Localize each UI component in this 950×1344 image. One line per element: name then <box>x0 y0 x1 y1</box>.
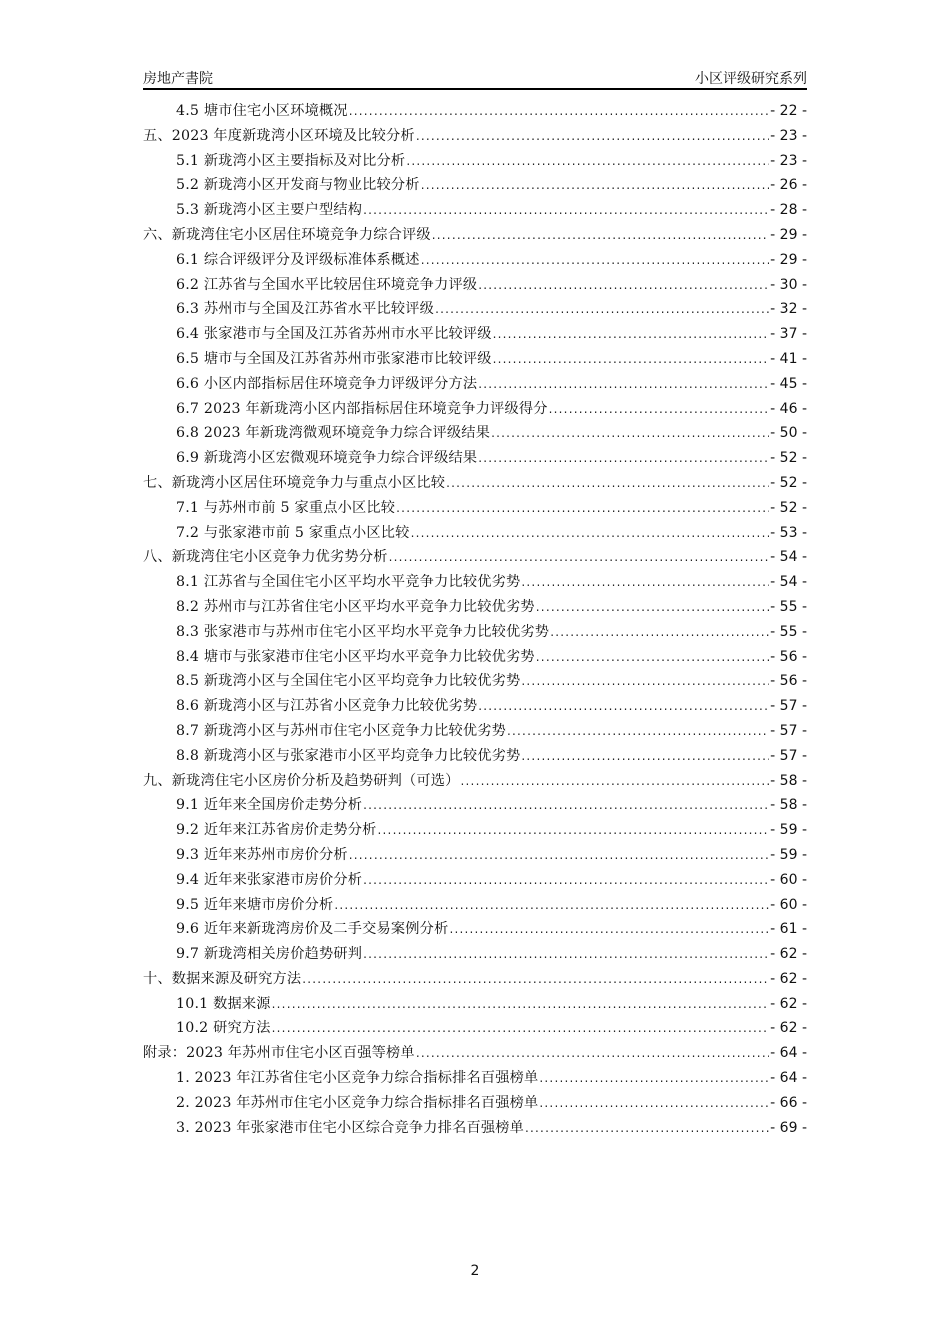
toc-entry-page-number: - 23 - <box>770 127 807 144</box>
toc-entry-page-number: - 69 - <box>770 1119 807 1136</box>
dot-leader <box>363 793 769 818</box>
toc-entry-title: 6.1 综合评级评分及评级标准体系概述 <box>176 251 420 268</box>
dot-leader <box>491 421 769 446</box>
dot-leader <box>478 372 769 397</box>
toc-entry-title: 六、新珑湾住宅小区居住环境竞争力综合评级 <box>143 226 431 243</box>
header-publisher: 房地产書院 <box>143 71 213 87</box>
toc-entry-title: 6.5 塘市与全国及江苏省苏州市张家港市比较评级 <box>176 350 492 367</box>
toc-entry-title: 8.7 新珑湾小区与苏州市住宅小区竞争力比较优劣势 <box>176 722 507 739</box>
toc-section-entry[interactable] <box>143 843 807 868</box>
toc-section-entry[interactable] <box>143 173 807 198</box>
toc-section-entry[interactable] <box>143 744 807 769</box>
dot-leader <box>525 1116 769 1141</box>
dot-leader <box>536 595 769 620</box>
dot-leader <box>363 198 769 223</box>
toc-entry-title: 1. 2023 年江苏省住宅小区竞争力综合指标排名百强榜单 <box>176 1070 539 1087</box>
toc-section-entry[interactable] <box>143 942 807 967</box>
dot-leader <box>446 471 769 496</box>
dot-leader <box>536 645 769 670</box>
toc-entry-page-number: - 32 - <box>770 301 807 318</box>
toc-entry-page-number: - 45 - <box>770 375 807 392</box>
toc-entry-page-number: - 62 - <box>770 970 807 987</box>
toc-entry-title: 九、新珑湾住宅小区房价分析及趋势研判（可选） <box>143 772 460 789</box>
dot-leader <box>449 917 769 942</box>
toc-entry-title: 十、数据来源及研究方法 <box>143 970 302 987</box>
toc-entry-page-number: - 26 - <box>770 177 807 194</box>
toc-entry-title: 7.2 与张家港市前 5 家重点小区比较 <box>176 524 410 541</box>
dot-leader <box>378 818 770 843</box>
toc-entry-page-number: - 57 - <box>770 722 807 739</box>
toc-entry-page-number: - 61 - <box>770 921 807 938</box>
toc-section-entry[interactable] <box>143 669 807 694</box>
toc-entry-page-number: - 62 - <box>770 1020 807 1037</box>
toc-section-entry[interactable] <box>143 297 807 322</box>
toc-section-entry[interactable] <box>143 1066 807 1091</box>
dot-leader <box>302 967 769 992</box>
dot-leader <box>411 521 770 546</box>
toc-section-entry[interactable] <box>143 372 807 397</box>
toc-entry-title: 七、新珑湾小区居住环境竞争力与重点小区比较 <box>143 474 446 491</box>
dot-leader <box>334 893 769 918</box>
toc-entry-title: 9.1 近年来全国房价走势分析 <box>176 797 363 814</box>
toc-entry-title: 8.3 张家港市与苏州市住宅小区平均水平竞争力比较优劣势 <box>176 623 550 640</box>
toc-entry-page-number: - 62 - <box>770 946 807 963</box>
toc-entry-title: 附录：2023 年苏州市住宅小区百强等榜单 <box>143 1045 415 1062</box>
page-header <box>143 68 807 90</box>
toc-section-entry[interactable] <box>143 248 807 273</box>
toc-section-entry[interactable] <box>143 645 807 670</box>
toc-entry-title: 8.1 江苏省与全国住宅小区平均水平竞争力比较优劣势 <box>176 574 521 591</box>
toc-entry-page-number: - 55 - <box>770 598 807 615</box>
toc-entry-title: 10.2 研究方法 <box>176 1020 271 1037</box>
toc-section-entry[interactable] <box>143 198 807 223</box>
toc-entry-page-number: - 52 - <box>770 474 807 491</box>
dot-leader <box>539 1066 769 1091</box>
toc-section-entry[interactable] <box>143 620 807 645</box>
dot-leader <box>549 397 770 422</box>
toc-entry-page-number: - 59 - <box>770 822 807 839</box>
toc-entry-title: 6.4 张家港市与全国及江苏省苏州市水平比较评级 <box>176 326 492 343</box>
toc-entry-page-number: - 60 - <box>770 871 807 888</box>
toc-entry-title: 9.3 近年来苏州市房价分析 <box>176 846 348 863</box>
dot-leader <box>349 843 769 868</box>
toc-entry-page-number: - 57 - <box>770 698 807 715</box>
toc-section-entry[interactable] <box>143 496 807 521</box>
header-series-title: 小区评级研究系列 <box>695 71 807 87</box>
toc-chapter-entry[interactable] <box>143 223 807 248</box>
toc-section-entry[interactable] <box>143 99 807 124</box>
toc-chapter-entry[interactable] <box>143 124 807 149</box>
toc-entry-page-number: - 28 - <box>770 202 807 219</box>
dot-leader <box>272 992 770 1017</box>
toc-entry-page-number: - 53 - <box>770 524 807 541</box>
toc-entry-title: 9.2 近年来江苏省房价走势分析 <box>176 822 377 839</box>
toc-section-entry[interactable] <box>143 793 807 818</box>
toc-entry-title: 8.4 塘市与张家港市住宅小区平均水平竞争力比较优劣势 <box>176 648 535 665</box>
dot-leader <box>363 942 769 967</box>
toc-section-entry[interactable] <box>143 992 807 1017</box>
toc-section-entry[interactable] <box>143 570 807 595</box>
dot-leader <box>493 347 770 372</box>
toc-section-entry[interactable] <box>143 694 807 719</box>
toc-section-entry[interactable] <box>143 273 807 298</box>
toc-entry-title: 9.4 近年来张家港市房价分析 <box>176 871 363 888</box>
dot-leader <box>389 545 770 570</box>
toc-entry-title: 八、新珑湾住宅小区竞争力优劣势分析 <box>143 549 388 566</box>
toc-section-entry[interactable] <box>143 1116 807 1141</box>
toc-entry-title: 3. 2023 年张家港市住宅小区综合竞争力排名百强榜单 <box>176 1119 525 1136</box>
toc-section-entry[interactable] <box>143 347 807 372</box>
dot-leader <box>421 248 769 273</box>
dot-leader <box>435 297 769 322</box>
toc-entry-title: 7.1 与苏州市前 5 家重点小区比较 <box>176 499 396 516</box>
toc-entry-page-number: - 30 - <box>770 276 807 293</box>
toc-entry-page-number: - 41 - <box>770 350 807 367</box>
toc-entry-page-number: - 52 - <box>770 450 807 467</box>
toc-section-entry[interactable] <box>143 446 807 471</box>
toc-section-entry[interactable] <box>143 149 807 174</box>
toc-entry-title: 4.5 塘市住宅小区环境概况 <box>176 103 348 119</box>
toc-section-entry[interactable] <box>143 1016 807 1041</box>
dot-leader <box>493 322 770 347</box>
dot-leader <box>478 446 769 471</box>
toc-entry-title: 8.6 新珑湾小区与江苏省小区竞争力比较优劣势 <box>176 698 478 715</box>
toc-entry-title: 5.3 新珑湾小区主要户型结构 <box>176 202 363 219</box>
toc-entry-page-number: - 58 - <box>770 797 807 814</box>
page-number: 2 <box>470 1263 480 1279</box>
toc-entry-title: 6.6 小区内部指标居住环境竞争力评级评分方法 <box>176 375 478 392</box>
toc-chapter-entry[interactable] <box>143 967 807 992</box>
dot-leader <box>521 570 769 595</box>
toc-section-entry[interactable] <box>143 868 807 893</box>
toc-entry-page-number: - 37 - <box>770 326 807 343</box>
dot-leader <box>396 496 769 521</box>
toc-entry-title: 9.6 近年来新珑湾房价及二手交易案例分析 <box>176 921 449 938</box>
dot-leader <box>416 1041 769 1066</box>
table-of-contents <box>143 99 807 1140</box>
toc-entry-title: 5.1 新珑湾小区主要指标及对比分析 <box>176 152 406 169</box>
dot-leader <box>539 1091 769 1116</box>
toc-section-entry[interactable] <box>143 1091 807 1116</box>
toc-chapter-entry[interactable] <box>143 545 807 570</box>
toc-entry-page-number: - 59 - <box>770 846 807 863</box>
dot-leader <box>507 719 769 744</box>
toc-chapter-entry[interactable] <box>143 471 807 496</box>
toc-section-entry[interactable] <box>143 818 807 843</box>
dot-leader <box>421 173 769 198</box>
dot-leader <box>432 223 769 248</box>
toc-entry-title: 6.2 江苏省与全国水平比较居住环境竞争力评级 <box>176 276 478 293</box>
toc-entry-title: 5.2 新珑湾小区开发商与物业比较分析 <box>176 177 420 194</box>
dot-leader <box>416 124 769 149</box>
dot-leader <box>461 769 770 794</box>
toc-section-entry[interactable] <box>143 917 807 942</box>
toc-entry-title: 6.3 苏州市与全国及江苏省水平比较评级 <box>176 301 435 318</box>
toc-section-entry[interactable] <box>143 421 807 446</box>
toc-entry-page-number: - 29 - <box>770 251 807 268</box>
header-divider <box>143 88 807 90</box>
toc-entry-page-number: - 62 - <box>770 995 807 1012</box>
dot-leader <box>521 669 769 694</box>
toc-entry-title: 五、2023 年度新珑湾小区环境及比较分析 <box>143 127 415 144</box>
toc-entry-title: 6.7 2023 年新珑湾小区内部指标居住环境竞争力评级得分 <box>176 400 548 417</box>
toc-section-entry[interactable] <box>143 322 807 347</box>
dot-leader <box>478 273 769 298</box>
toc-section-entry[interactable] <box>143 893 807 918</box>
dot-leader <box>521 744 769 769</box>
toc-entry-page-number: - 60 - <box>770 896 807 913</box>
toc-entry-page-number: - 46 - <box>770 400 807 417</box>
toc-entry-title: 8.8 新珑湾小区与张家港市小区平均竞争力比较优劣势 <box>176 747 521 764</box>
toc-section-entry[interactable] <box>143 719 807 744</box>
toc-section-entry[interactable] <box>143 521 807 546</box>
toc-entry-title: 10.1 数据来源 <box>176 995 271 1012</box>
dot-leader <box>363 868 769 893</box>
toc-entry-page-number: - 29 - <box>770 226 807 243</box>
toc-entry-page-number: - 57 - <box>770 747 807 764</box>
toc-entry-page-number: - 22 - <box>770 103 807 119</box>
toc-entry-page-number: - 64 - <box>770 1070 807 1087</box>
dot-leader <box>272 1016 770 1041</box>
dot-leader <box>550 620 769 645</box>
toc-chapter-entry[interactable] <box>143 769 807 794</box>
toc-section-entry[interactable] <box>143 595 807 620</box>
toc-section-entry[interactable] <box>143 397 807 422</box>
dot-leader <box>478 694 769 719</box>
toc-entry-page-number: - 56 - <box>770 673 807 690</box>
toc-entry-title: 2. 2023 年苏州市住宅小区竞争力综合指标排名百强榜单 <box>176 1094 539 1111</box>
toc-entry-page-number: - 54 - <box>770 549 807 566</box>
toc-entry-page-number: - 58 - <box>770 772 807 789</box>
toc-entry-title: 6.8 2023 年新珑湾微观环境竞争力综合评级结果 <box>176 425 491 442</box>
toc-entry-title: 8.5 新珑湾小区与全国住宅小区平均竞争力比较优劣势 <box>176 673 521 690</box>
toc-entry-page-number: - 64 - <box>770 1045 807 1062</box>
toc-entry-page-number: - 52 - <box>770 499 807 516</box>
toc-entry-page-number: - 66 - <box>770 1094 807 1111</box>
toc-entry-title: 8.2 苏州市与江苏省住宅小区平均水平竞争力比较优劣势 <box>176 598 535 615</box>
toc-entry-page-number: - 23 - <box>770 152 807 169</box>
toc-entry-page-number: - 55 - <box>770 623 807 640</box>
toc-entry-title: 9.5 近年来塘市房价分析 <box>176 896 334 913</box>
dot-leader <box>349 99 769 124</box>
toc-entry-page-number: - 56 - <box>770 648 807 665</box>
toc-entry-page-number: - 50 - <box>770 425 807 442</box>
toc-chapter-entry[interactable] <box>143 1041 807 1066</box>
toc-entry-page-number: - 54 - <box>770 574 807 591</box>
toc-entry-title: 6.9 新珑湾小区宏微观环境竞争力综合评级结果 <box>176 450 478 467</box>
dot-leader <box>406 149 769 174</box>
toc-entry-title: 9.7 新珑湾相关房价趋势研判 <box>176 946 363 963</box>
